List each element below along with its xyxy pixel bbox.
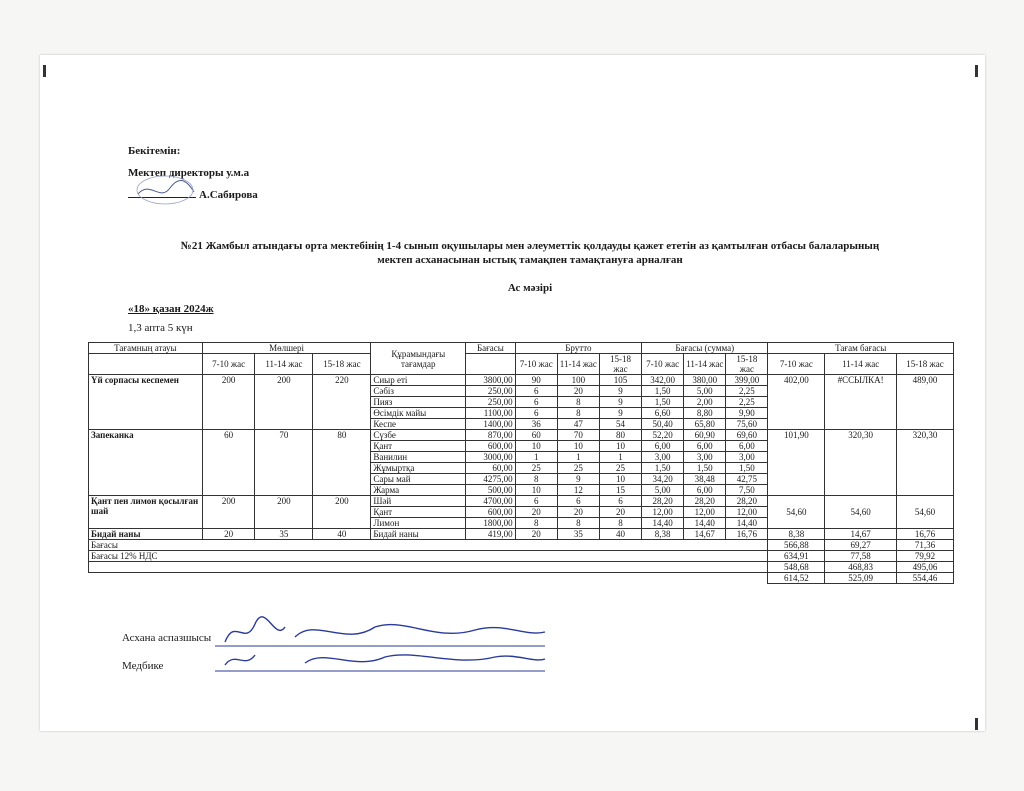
table-row [89, 529, 954, 540]
ingredient: Лимон [371, 518, 466, 529]
gross-cell: 20 [515, 529, 557, 540]
ingredient: Бидай наны [371, 529, 466, 540]
gross-cell: 47 [557, 419, 599, 430]
sum-cell: 69,60 [726, 430, 768, 441]
table-row [89, 496, 954, 507]
dish-total: 489,00 [896, 375, 953, 430]
header-dish-price: Тағам бағасы [768, 343, 954, 354]
sum-cell: 60,90 [684, 430, 726, 441]
ingredient-price: 60,00 [466, 463, 516, 474]
sum-cell: 6,60 [642, 408, 684, 419]
ingredient-price: 870,00 [466, 430, 516, 441]
dish-qty: 200 [202, 496, 255, 529]
sum-cell: 12,00 [726, 507, 768, 518]
ingredient: Өсімдік майы [371, 408, 466, 419]
summary-value: 634,91 [768, 551, 825, 562]
menu-week: 1,3 апта 5 күн [128, 322, 193, 334]
dish-qty: 40 [313, 529, 371, 540]
summary-row [89, 562, 954, 573]
summary-value: 71,36 [896, 540, 953, 551]
dish-qty: 200 [255, 496, 313, 529]
ingredient: Пияз [371, 397, 466, 408]
dish-total: 16,76 [896, 529, 953, 540]
sum-cell: 7,50 [726, 485, 768, 496]
summary-value: 554,46 [896, 573, 953, 584]
title-line-2: мектеп асханасынан ыстық тамақпен тамақтануға арналған [377, 254, 683, 266]
sum-cell: 6,00 [642, 441, 684, 452]
dish-total: 14,67 [825, 529, 897, 540]
summary-row [89, 551, 954, 562]
header-age: 15-18 жас [599, 354, 641, 375]
sum-cell: 12,00 [642, 507, 684, 518]
gross-cell: 10 [599, 441, 641, 452]
ingredient-price: 1400,00 [466, 419, 516, 430]
gross-cell: 1 [599, 452, 641, 463]
gross-cell: 20 [599, 507, 641, 518]
sum-cell: 399,00 [726, 375, 768, 386]
gross-cell: 1 [515, 452, 557, 463]
header-age: 7-10 жас [515, 354, 557, 375]
gross-cell: 105 [599, 375, 641, 386]
gross-cell: 15 [599, 485, 641, 496]
gross-cell: 80 [599, 430, 641, 441]
dish-qty: 200 [313, 496, 371, 529]
summary-label: Бағасы [89, 540, 768, 551]
header-age: 11-14 жас [557, 354, 599, 375]
summary-value: 614,52 [768, 573, 825, 584]
sum-cell: 34,20 [642, 474, 684, 485]
header-age: 7-10 жас [768, 354, 825, 375]
ingredient: Сәбіз [371, 386, 466, 397]
ingredient-price: 1100,00 [466, 408, 516, 419]
sum-cell: 14,40 [726, 518, 768, 529]
sum-cell: 5,00 [642, 485, 684, 496]
gross-cell: 6 [515, 496, 557, 507]
gross-cell: 54 [599, 419, 641, 430]
sum-cell: 14,40 [642, 518, 684, 529]
ingredient: Ванилин [371, 452, 466, 463]
sum-cell: 52,20 [642, 430, 684, 441]
gross-cell: 10 [515, 485, 557, 496]
summary-value: 566,88 [768, 540, 825, 551]
header-age: 15-18 жас [896, 354, 953, 375]
summary-value: 548,68 [768, 562, 825, 573]
header-age: 15-18 жас [313, 354, 371, 375]
ingredient-price: 250,00 [466, 397, 516, 408]
gross-cell: 6 [599, 496, 641, 507]
summary-value: 69,27 [825, 540, 897, 551]
sum-cell: 342,00 [642, 375, 684, 386]
sum-cell: 28,20 [642, 496, 684, 507]
ingredient: Сүзбе [371, 430, 466, 441]
document-title [100, 239, 960, 267]
approval-position: Мектеп директоры у.м.а [128, 167, 250, 179]
summary-value: 79,92 [896, 551, 953, 562]
director-signature [130, 172, 200, 207]
ingredient: Жарма [371, 485, 466, 496]
sum-cell: 14,67 [684, 529, 726, 540]
summary-row [89, 540, 954, 551]
summary-label [89, 573, 768, 584]
ingredient: Кеспе [371, 419, 466, 430]
header-gross: Брутто [515, 343, 641, 354]
sum-cell: 50,40 [642, 419, 684, 430]
gross-cell: 20 [515, 507, 557, 518]
ingredient: Сиыр еті [371, 375, 466, 386]
gross-cell: 12 [557, 485, 599, 496]
sum-cell: 2,25 [726, 386, 768, 397]
summary-value: 525,09 [825, 573, 897, 584]
dish-total: 54,60 [768, 496, 825, 529]
dish-total: #ССЫЛКА! [825, 375, 897, 430]
sum-cell: 380,00 [684, 375, 726, 386]
sum-cell: 42,75 [726, 474, 768, 485]
sum-cell: 3,00 [726, 452, 768, 463]
gross-cell: 8 [557, 518, 599, 529]
gross-cell: 70 [557, 430, 599, 441]
gross-cell: 10 [557, 441, 599, 452]
ingredient: Шәй [371, 496, 466, 507]
summary-value: 77,58 [825, 551, 897, 562]
header-ingredients: Құрамындағы тағамдар [371, 343, 466, 375]
header-age: 11-14 жас [684, 354, 726, 375]
summary-label [89, 562, 768, 573]
ingredient-price: 250,00 [466, 386, 516, 397]
sum-cell: 9,90 [726, 408, 768, 419]
header-age: 11-14 жас [825, 354, 897, 375]
sum-cell: 1,50 [642, 386, 684, 397]
gross-cell: 36 [515, 419, 557, 430]
sum-cell: 6,00 [684, 485, 726, 496]
sum-cell: 65,80 [684, 419, 726, 430]
dish-qty: 20 [202, 529, 255, 540]
ingredient: Қант [371, 441, 466, 452]
ingredient-price: 600,00 [466, 507, 516, 518]
sum-cell: 12,00 [684, 507, 726, 518]
ingredient-price: 419,00 [466, 529, 516, 540]
header-sum: Бағасы (сумма) [642, 343, 768, 354]
ingredient: Сары май [371, 474, 466, 485]
dish-qty: 200 [202, 375, 255, 430]
dish-qty: 70 [255, 430, 313, 496]
menu-table [88, 342, 954, 584]
gross-cell: 6 [557, 496, 599, 507]
dish-total: 54,60 [896, 496, 953, 529]
sum-cell: 3,00 [642, 452, 684, 463]
dish-qty: 35 [255, 529, 313, 540]
nurse-signature [215, 643, 555, 677]
approval-name: А.Сабирова [199, 189, 258, 201]
gross-cell: 8 [515, 474, 557, 485]
gross-cell: 1 [557, 452, 599, 463]
sum-cell: 5,00 [684, 386, 726, 397]
dish-qty: 60 [202, 430, 255, 496]
summary-row [89, 573, 954, 584]
dish-qty: 80 [313, 430, 371, 496]
ingredient: Жұмыртқа [371, 463, 466, 474]
sum-cell: 28,20 [726, 496, 768, 507]
gross-cell: 25 [599, 463, 641, 474]
cook-label: Асхана аспазшысы [122, 632, 212, 644]
gross-cell: 9 [599, 397, 641, 408]
menu-date: «18» қазан 2024ж [128, 303, 214, 315]
header-price: Бағасы [466, 343, 516, 354]
table-row [89, 430, 954, 441]
gross-cell: 25 [515, 463, 557, 474]
gross-cell: 100 [557, 375, 599, 386]
dish-name: Запеканка [89, 430, 203, 496]
ingredient-price: 600,00 [466, 441, 516, 452]
ingredient-price: 3000,00 [466, 452, 516, 463]
ingredient-price: 3800,00 [466, 375, 516, 386]
header-age: 7-10 жас [642, 354, 684, 375]
sum-cell: 8,80 [684, 408, 726, 419]
gross-cell: 6 [515, 386, 557, 397]
sum-cell: 1,50 [726, 463, 768, 474]
gross-cell: 6 [515, 397, 557, 408]
dish-total: 101,90 [768, 430, 825, 496]
sum-cell: 3,00 [684, 452, 726, 463]
scan-mark [975, 65, 978, 77]
gross-cell: 35 [557, 529, 599, 540]
dish-total: 54,60 [825, 496, 897, 529]
gross-cell: 25 [557, 463, 599, 474]
summary-label: Бағасы 12% НДС [89, 551, 768, 562]
sum-cell: 75,60 [726, 419, 768, 430]
gross-cell: 40 [599, 529, 641, 540]
header-age: 11-14 жас [255, 354, 313, 375]
header-dish: Тағамның атауы [89, 343, 203, 354]
dish-name: Үй сорпасы кеспемен [89, 375, 203, 430]
approval-label: Бекітемін: [128, 145, 181, 157]
title-line-1: №21 Жамбыл атындағы орта мектебінің 1-4 сынып оқушылары мен әлеуметтік қолдауды қажет ететін аз қамтылған отбасы балаларының [180, 240, 880, 252]
gross-cell: 9 [557, 474, 599, 485]
gross-cell: 8 [557, 397, 599, 408]
summary-value: 495,06 [896, 562, 953, 573]
gross-cell: 60 [515, 430, 557, 441]
header-age: 15-18 жас [726, 354, 768, 375]
ingredient-price: 4700,00 [466, 496, 516, 507]
nurse-label: Медбике [122, 660, 164, 672]
sum-cell: 1,50 [642, 397, 684, 408]
ingredient: Қант [371, 507, 466, 518]
dish-total: 402,00 [768, 375, 825, 430]
scan-mark [975, 718, 978, 730]
table-row [89, 375, 954, 386]
sum-cell: 2,00 [684, 397, 726, 408]
ingredient-price: 4275,00 [466, 474, 516, 485]
dish-name: Қант пен лимон қосылған шай [89, 496, 203, 529]
gross-cell: 20 [557, 507, 599, 518]
sum-cell: 2,25 [726, 397, 768, 408]
sum-cell: 6,00 [684, 441, 726, 452]
dish-qty: 220 [313, 375, 371, 430]
gross-cell: 8 [515, 518, 557, 529]
dish-total: 320,30 [896, 430, 953, 496]
sum-cell: 14,40 [684, 518, 726, 529]
document-subtitle: Ас мәзірі [507, 282, 553, 294]
header-age: 7-10 жас [202, 354, 255, 375]
sum-cell: 1,50 [684, 463, 726, 474]
ingredient-price: 500,00 [466, 485, 516, 496]
gross-cell: 8 [557, 408, 599, 419]
scan-mark [43, 65, 46, 77]
sum-cell: 1,50 [642, 463, 684, 474]
sum-cell: 28,20 [684, 496, 726, 507]
ingredient-price: 1800,00 [466, 518, 516, 529]
gross-cell: 20 [557, 386, 599, 397]
header-quantity: Мөлшері [202, 343, 371, 354]
sum-cell: 38,48 [684, 474, 726, 485]
gross-cell: 8 [599, 518, 641, 529]
sum-cell: 6,00 [726, 441, 768, 452]
gross-cell: 10 [515, 441, 557, 452]
gross-cell: 9 [599, 386, 641, 397]
gross-cell: 6 [515, 408, 557, 419]
dish-total: 320,30 [825, 430, 897, 496]
gross-cell: 90 [515, 375, 557, 386]
sum-cell: 16,76 [726, 529, 768, 540]
gross-cell: 10 [599, 474, 641, 485]
dish-qty: 200 [255, 375, 313, 430]
sum-cell: 8,38 [642, 529, 684, 540]
summary-value: 468,83 [825, 562, 897, 573]
gross-cell: 9 [599, 408, 641, 419]
dish-total: 8,38 [768, 529, 825, 540]
dish-name: Бидай наны [89, 529, 203, 540]
